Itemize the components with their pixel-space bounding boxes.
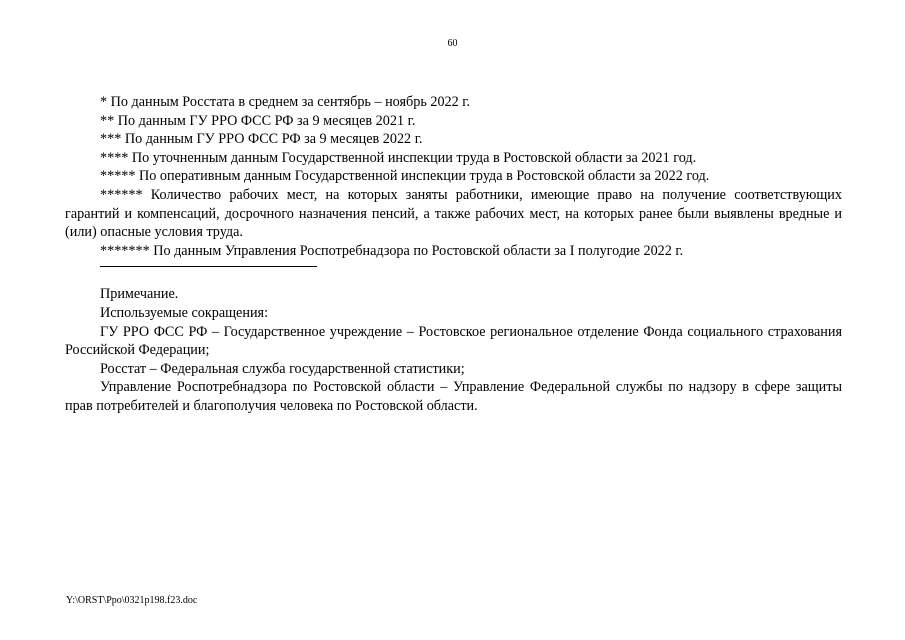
footnote-divider — [100, 266, 317, 267]
note-item-3: Управление Роспотребнадзора по Ростовской области – Управление Федеральной службы по надзору в сфере защиты прав потребителей и благополучия человека по Ростовской области. — [65, 379, 842, 414]
footnote-2: ** По данным ГУ РРО ФСС РФ за 9 месяцев 2021 г. — [100, 112, 416, 129]
notes-subtitle: Используемые сокращения: — [100, 304, 269, 321]
footnote-3: *** По данным ГУ РРО ФСС РФ за 9 месяцев 2022 г. — [100, 131, 423, 148]
footnote-1: * По данным Росстата в среднем за сентябрь – ноябрь 2022 г. — [100, 94, 471, 110]
footnotes — [65, 93, 842, 260]
footnote-7: ******* По данным Управления Роспотребнадзора по Ростовской области за I полугодие 2022 г. — [100, 242, 684, 259]
notes-title: Примечание. — [100, 286, 179, 303]
footnote-4: **** По уточненным данным Государственной инспекции труда в Ростовской области за 2021 год. — [100, 149, 697, 166]
document-body — [65, 90, 842, 416]
note-item-2: Росстат – Федеральная служба государственной статистики; — [100, 360, 465, 377]
page-number: 60 — [447, 38, 458, 49]
file-path: Y:\ORST\Ppo\0321p198.f23.doc — [66, 595, 198, 606]
notes-section — [65, 285, 842, 415]
footnote-6: ****** Количество рабочих мест, на которых заняты работники, имеющие право на получение соответствующих гарантий и компенсаций, досрочного назначения пенсий, а также рабочих мест, на которых ранее были выявлены вредные и (или) опасные условия труда. — [65, 186, 842, 241]
footnote-5: ***** По оперативным данным Государственной инспекции труда в Ростовской области за 2022 год. — [100, 168, 710, 185]
note-item-1: ГУ РРО ФСС РФ – Государственное учреждение – Ростовское региональное отделение Фонда социального страхования Российской Федерации; — [65, 323, 842, 359]
